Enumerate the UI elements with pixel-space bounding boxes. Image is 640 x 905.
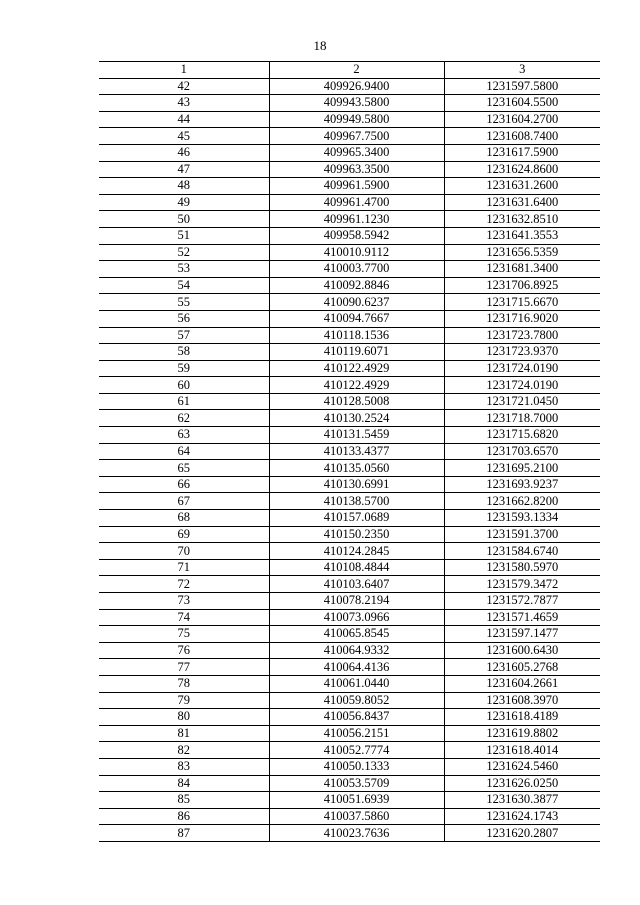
y-coordinate-cell: 1231624.1743	[444, 808, 600, 825]
point-number-cell: 79	[99, 692, 269, 709]
x-coordinate-cell: 410023.7636	[269, 825, 444, 842]
point-number-cell: 45	[99, 128, 269, 145]
x-coordinate-cell: 410130.6991	[269, 476, 444, 493]
table-row	[99, 510, 600, 527]
y-coordinate-cell: 1231579.3472	[444, 576, 600, 593]
point-number-cell: 55	[99, 294, 269, 311]
point-number-cell: 69	[99, 526, 269, 543]
y-coordinate-cell: 1231619.8802	[444, 725, 600, 742]
y-coordinate-cell: 1231723.7800	[444, 327, 600, 344]
point-number-cell: 57	[99, 327, 269, 344]
table-row	[99, 758, 600, 775]
table-row	[99, 427, 600, 444]
point-number-cell: 52	[99, 244, 269, 261]
y-coordinate-cell: 1231571.4659	[444, 609, 600, 626]
x-coordinate-cell: 410059.8052	[269, 692, 444, 709]
x-coordinate-cell: 409961.5900	[269, 178, 444, 195]
y-coordinate-cell: 1231605.2768	[444, 659, 600, 676]
x-coordinate-cell: 410056.8437	[269, 709, 444, 726]
point-number-cell: 59	[99, 360, 269, 377]
point-number-cell: 63	[99, 427, 269, 444]
point-number-cell: 46	[99, 144, 269, 161]
y-coordinate-cell: 1231630.3877	[444, 792, 600, 809]
point-number-cell: 53	[99, 261, 269, 278]
x-coordinate-cell: 410065.8545	[269, 626, 444, 643]
y-coordinate-cell: 1231632.8510	[444, 211, 600, 228]
y-coordinate-cell: 1231631.2600	[444, 178, 600, 195]
table-row	[99, 526, 600, 543]
table-row	[99, 78, 600, 95]
y-coordinate-cell: 1231656.5359	[444, 244, 600, 261]
x-coordinate-cell: 410108.4844	[269, 559, 444, 576]
point-number-cell: 66	[99, 476, 269, 493]
x-coordinate-cell: 410003.7700	[269, 261, 444, 278]
point-number-cell: 80	[99, 709, 269, 726]
x-coordinate-cell: 410130.2524	[269, 410, 444, 427]
y-coordinate-cell: 1231572.7877	[444, 593, 600, 610]
table-row	[99, 144, 600, 161]
x-coordinate-cell: 410135.0560	[269, 460, 444, 477]
point-number-cell: 74	[99, 609, 269, 626]
y-coordinate-cell: 1231715.6670	[444, 294, 600, 311]
point-number-cell: 42	[99, 78, 269, 95]
point-number-cell: 67	[99, 493, 269, 510]
table-row	[99, 277, 600, 294]
point-number-cell: 50	[99, 211, 269, 228]
table-row	[99, 244, 600, 261]
table-row	[99, 327, 600, 344]
table-row	[99, 111, 600, 128]
point-number-cell: 54	[99, 277, 269, 294]
y-coordinate-cell: 1231703.6570	[444, 443, 600, 460]
point-number-cell: 83	[99, 758, 269, 775]
table-row	[99, 211, 600, 228]
point-number-cell: 44	[99, 111, 269, 128]
point-number-cell: 47	[99, 161, 269, 178]
x-coordinate-cell: 409926.9400	[269, 78, 444, 95]
point-number-cell: 71	[99, 559, 269, 576]
point-number-cell: 56	[99, 310, 269, 327]
point-number-cell: 73	[99, 593, 269, 610]
point-number-cell: 78	[99, 675, 269, 692]
y-coordinate-cell: 1231608.3970	[444, 692, 600, 709]
table-row	[99, 443, 600, 460]
x-coordinate-cell: 410064.4136	[269, 659, 444, 676]
table-row	[99, 344, 600, 361]
point-number-cell: 85	[99, 792, 269, 809]
point-number-cell: 77	[99, 659, 269, 676]
y-coordinate-cell: 1231641.3553	[444, 227, 600, 244]
table-row	[99, 460, 600, 477]
y-coordinate-cell: 1231681.3400	[444, 261, 600, 278]
y-coordinate-cell: 1231593.1334	[444, 510, 600, 527]
x-coordinate-cell: 410051.6939	[269, 792, 444, 809]
y-coordinate-cell: 1231631.6400	[444, 194, 600, 211]
x-coordinate-cell: 410052.7774	[269, 742, 444, 759]
y-coordinate-cell: 1231604.2661	[444, 675, 600, 692]
x-coordinate-cell: 410010.9112	[269, 244, 444, 261]
table-row	[99, 725, 600, 742]
table-header	[99, 62, 600, 79]
y-coordinate-cell: 1231721.0450	[444, 393, 600, 410]
table-row	[99, 659, 600, 676]
x-coordinate-cell: 410056.2151	[269, 725, 444, 742]
x-coordinate-cell: 410124.2845	[269, 543, 444, 560]
table-row	[99, 178, 600, 195]
y-coordinate-cell: 1231620.2807	[444, 825, 600, 842]
y-coordinate-cell: 1231608.7400	[444, 128, 600, 145]
x-coordinate-cell: 410050.1333	[269, 758, 444, 775]
point-number-cell: 70	[99, 543, 269, 560]
table-row	[99, 294, 600, 311]
point-number-cell: 64	[99, 443, 269, 460]
table-row	[99, 775, 600, 792]
x-coordinate-cell: 410131.5459	[269, 427, 444, 444]
table-row	[99, 609, 600, 626]
table-row	[99, 576, 600, 593]
y-coordinate-cell: 1231724.0190	[444, 360, 600, 377]
y-coordinate-cell: 1231618.4189	[444, 709, 600, 726]
table-row	[99, 161, 600, 178]
y-coordinate-cell: 1231723.9370	[444, 344, 600, 361]
table-row	[99, 709, 600, 726]
y-coordinate-cell: 1231718.7000	[444, 410, 600, 427]
point-number-cell: 84	[99, 775, 269, 792]
coordinates-table	[99, 61, 600, 842]
y-coordinate-cell: 1231618.4014	[444, 742, 600, 759]
point-number-cell: 76	[99, 642, 269, 659]
x-coordinate-cell: 410122.4929	[269, 360, 444, 377]
y-coordinate-cell: 1231604.5500	[444, 95, 600, 112]
x-coordinate-cell: 410094.7667	[269, 310, 444, 327]
column-header-3: 3	[444, 62, 600, 79]
point-number-cell: 61	[99, 393, 269, 410]
y-coordinate-cell: 1231693.9237	[444, 476, 600, 493]
x-coordinate-cell: 410119.6071	[269, 344, 444, 361]
y-coordinate-cell: 1231695.2100	[444, 460, 600, 477]
table-row	[99, 128, 600, 145]
point-number-cell: 60	[99, 377, 269, 394]
table-row	[99, 593, 600, 610]
x-coordinate-cell: 410092.8846	[269, 277, 444, 294]
x-coordinate-cell: 410037.5860	[269, 808, 444, 825]
table-row	[99, 377, 600, 394]
table-row	[99, 95, 600, 112]
x-coordinate-cell: 410078.2194	[269, 593, 444, 610]
table-row	[99, 393, 600, 410]
x-coordinate-cell: 409961.1230	[269, 211, 444, 228]
point-number-cell: 86	[99, 808, 269, 825]
x-coordinate-cell: 409958.5942	[269, 227, 444, 244]
x-coordinate-cell: 410064.9332	[269, 642, 444, 659]
table-row	[99, 310, 600, 327]
x-coordinate-cell: 410133.4377	[269, 443, 444, 460]
page-number: 18	[313, 38, 327, 53]
point-number-cell: 43	[99, 95, 269, 112]
x-coordinate-cell: 410073.0966	[269, 609, 444, 626]
table-row	[99, 194, 600, 211]
x-coordinate-cell: 410122.4929	[269, 377, 444, 394]
point-number-cell: 75	[99, 626, 269, 643]
x-coordinate-cell: 410150.2350	[269, 526, 444, 543]
point-number-cell: 62	[99, 410, 269, 427]
table-row	[99, 261, 600, 278]
y-coordinate-cell: 1231584.6740	[444, 543, 600, 560]
table-row	[99, 808, 600, 825]
table-row	[99, 559, 600, 576]
x-coordinate-cell: 410157.0689	[269, 510, 444, 527]
y-coordinate-cell: 1231604.2700	[444, 111, 600, 128]
y-coordinate-cell: 1231597.1477	[444, 626, 600, 643]
y-coordinate-cell: 1231580.5970	[444, 559, 600, 576]
y-coordinate-cell: 1231597.5800	[444, 78, 600, 95]
column-header-2: 2	[269, 62, 444, 79]
x-coordinate-cell: 409943.5800	[269, 95, 444, 112]
x-coordinate-cell: 410103.6407	[269, 576, 444, 593]
x-coordinate-cell: 409963.3500	[269, 161, 444, 178]
table-row	[99, 692, 600, 709]
point-number-cell: 82	[99, 742, 269, 759]
table-row	[99, 360, 600, 377]
table-row	[99, 476, 600, 493]
y-coordinate-cell: 1231600.6430	[444, 642, 600, 659]
table-row	[99, 626, 600, 643]
x-coordinate-cell: 409967.7500	[269, 128, 444, 145]
table-body	[99, 78, 600, 841]
point-number-cell: 72	[99, 576, 269, 593]
y-coordinate-cell: 1231591.3700	[444, 526, 600, 543]
x-coordinate-cell: 409949.5800	[269, 111, 444, 128]
table-row	[99, 825, 600, 842]
x-coordinate-cell: 410128.5008	[269, 393, 444, 410]
table-row	[99, 792, 600, 809]
point-number-cell: 87	[99, 825, 269, 842]
x-coordinate-cell: 410090.6237	[269, 294, 444, 311]
x-coordinate-cell: 410053.5709	[269, 775, 444, 792]
table-row	[99, 493, 600, 510]
table-row	[99, 742, 600, 759]
x-coordinate-cell: 409961.4700	[269, 194, 444, 211]
table-row	[99, 642, 600, 659]
x-coordinate-cell: 409965.3400	[269, 144, 444, 161]
table-row	[99, 543, 600, 560]
point-number-cell: 68	[99, 510, 269, 527]
y-coordinate-cell: 1231662.8200	[444, 493, 600, 510]
y-coordinate-cell: 1231624.5460	[444, 758, 600, 775]
point-number-cell: 81	[99, 725, 269, 742]
table-row	[99, 675, 600, 692]
column-header-1: 1	[99, 62, 269, 79]
point-number-cell: 65	[99, 460, 269, 477]
point-number-cell: 58	[99, 344, 269, 361]
header-row	[99, 62, 600, 79]
x-coordinate-cell: 410138.5700	[269, 493, 444, 510]
point-number-cell: 49	[99, 194, 269, 211]
table-row	[99, 410, 600, 427]
y-coordinate-cell: 1231715.6820	[444, 427, 600, 444]
point-number-cell: 48	[99, 178, 269, 195]
y-coordinate-cell: 1231706.8925	[444, 277, 600, 294]
x-coordinate-cell: 410061.0440	[269, 675, 444, 692]
y-coordinate-cell: 1231626.0250	[444, 775, 600, 792]
y-coordinate-cell: 1231617.5900	[444, 144, 600, 161]
table-row	[99, 227, 600, 244]
x-coordinate-cell: 410118.1536	[269, 327, 444, 344]
y-coordinate-cell: 1231716.9020	[444, 310, 600, 327]
y-coordinate-cell: 1231724.0190	[444, 377, 600, 394]
point-number-cell: 51	[99, 227, 269, 244]
y-coordinate-cell: 1231624.8600	[444, 161, 600, 178]
